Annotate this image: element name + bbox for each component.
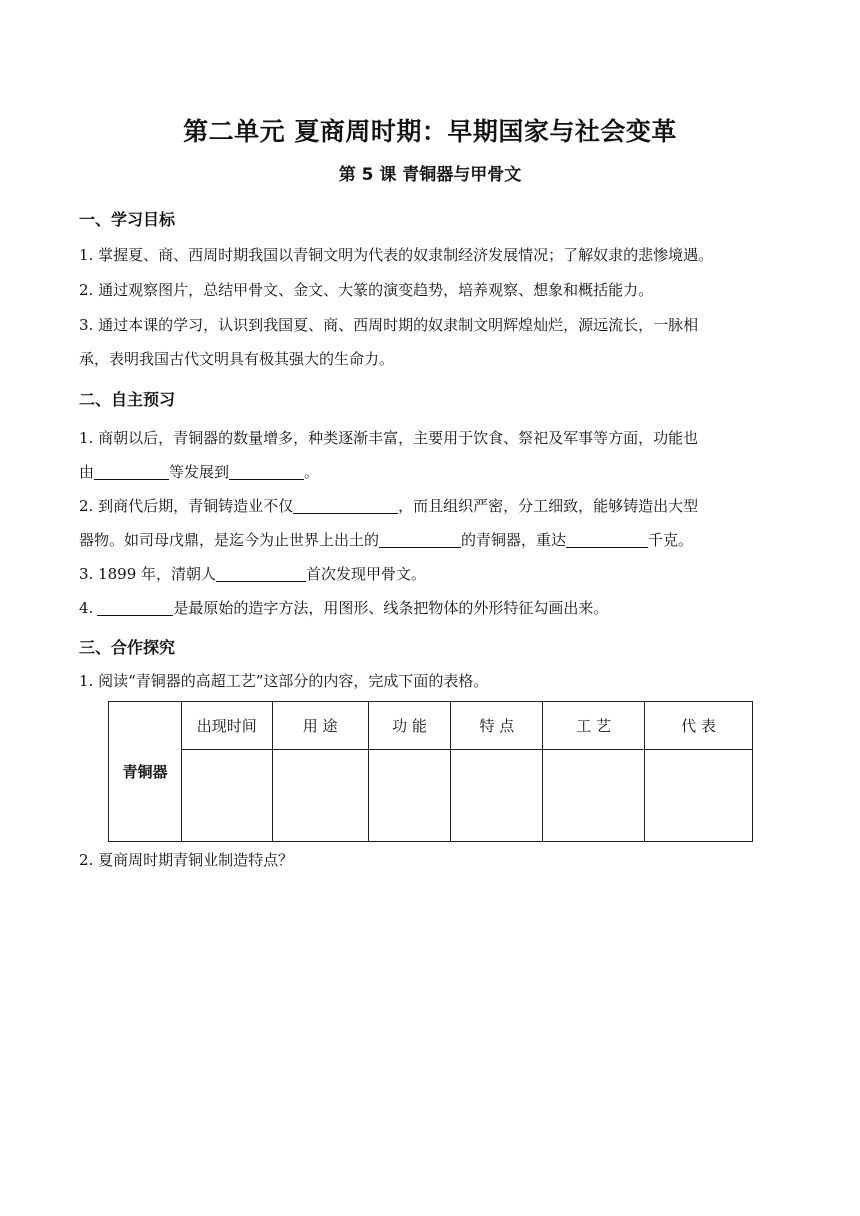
text-segment: 3. 1899 年，清朝人: [79, 565, 217, 583]
text-segment: 千克。: [648, 531, 694, 549]
answer-cell[interactable]: [543, 750, 645, 842]
text-segment: 等发展到: [169, 463, 230, 481]
objective-3-line-1: 3. 通过本课的学习，认识到我国夏、商、西周时期的奴隶制文明辉煌灿烂，源远流长，一脉相: [79, 316, 699, 334]
text-segment: 由: [79, 463, 95, 481]
text-segment: 4.: [79, 599, 94, 617]
row-header-bronze: 青铜器: [109, 702, 182, 842]
unit-title: 第二单元 夏商周时期：早期国家与社会变革: [183, 117, 677, 146]
bronze-table: [108, 701, 753, 842]
text-segment: ，而且组织严密，分工细致，能够铸造出大型: [398, 497, 699, 515]
fill-blank[interactable]: [379, 530, 461, 548]
table-header-row: [109, 702, 753, 750]
preview-q4: [79, 591, 784, 625]
objective-1: 1. 掌握夏、商、西周时期我国以青铜文明为代表的奴隶制经济发展情况；了解奴隶的悲惨境遇。: [79, 246, 714, 264]
fill-blank[interactable]: [566, 530, 648, 548]
column-header: 出现时间: [181, 702, 272, 750]
preview-q3: [79, 557, 784, 591]
section-heading-preview: 二、自主预习: [79, 390, 176, 409]
answer-cell[interactable]: [368, 750, 451, 842]
section-heading-objectives: 一、学习目标: [79, 210, 176, 229]
objective-2: 2. 通过观察图片，总结甲骨文、金文、大篆的演变趋势，培养观察、想象和概括能力。: [79, 281, 654, 299]
column-header: 用 途: [272, 702, 368, 750]
text-segment: 首次发现甲骨文。: [306, 565, 427, 583]
fill-blank[interactable]: [94, 462, 169, 480]
section-heading-inquiry: 三、合作探究: [79, 638, 176, 657]
fill-blank[interactable]: [293, 496, 398, 514]
column-header: 功 能: [368, 702, 451, 750]
answer-cell[interactable]: [181, 750, 272, 842]
table-answer-row: [109, 750, 753, 842]
text-segment: 。: [304, 463, 320, 481]
column-header: 特 点: [451, 702, 543, 750]
text-segment: 是最原始的造字方法，用图形、线条把物体的外形特征勾画出来。: [173, 599, 609, 617]
preview-q2-line-2: [79, 523, 784, 557]
inquiry-q2: 2. 夏商周时期青铜业制造特点？: [79, 851, 294, 869]
preview-q2-line-1: [79, 489, 784, 523]
objective-3-line-2: 承，表明我国古代文明具有极其强大的生命力。: [79, 350, 395, 368]
answer-cell[interactable]: [645, 750, 753, 842]
fill-blank[interactable]: [97, 598, 173, 616]
text-segment: 器物。如司母戊鼎，是迄今为止世界上出土的: [79, 531, 380, 549]
column-header: 代 表: [645, 702, 753, 750]
fill-blank[interactable]: [229, 462, 304, 480]
column-header: 工 艺: [543, 702, 645, 750]
preview-q1-line-1: 1. 商朝以后，青铜器的数量增多，种类逐渐丰富，主要用于饮食、祭祀及军事等方面，功能也: [79, 429, 699, 447]
lesson-title: 第 5 课 青铜器与甲骨文: [338, 165, 522, 185]
answer-cell[interactable]: [451, 750, 543, 842]
preview-q1-line-2: [79, 455, 784, 489]
answer-cell[interactable]: [272, 750, 368, 842]
inquiry-q1: 1. 阅读“青铜器的高超工艺”这部分的内容，完成下面的表格。: [79, 672, 489, 690]
fill-blank[interactable]: [216, 564, 306, 582]
text-segment: 2. 到商代后期，青铜铸造业不仅: [79, 497, 294, 515]
text-segment: 的青铜器，重达: [461, 531, 567, 549]
